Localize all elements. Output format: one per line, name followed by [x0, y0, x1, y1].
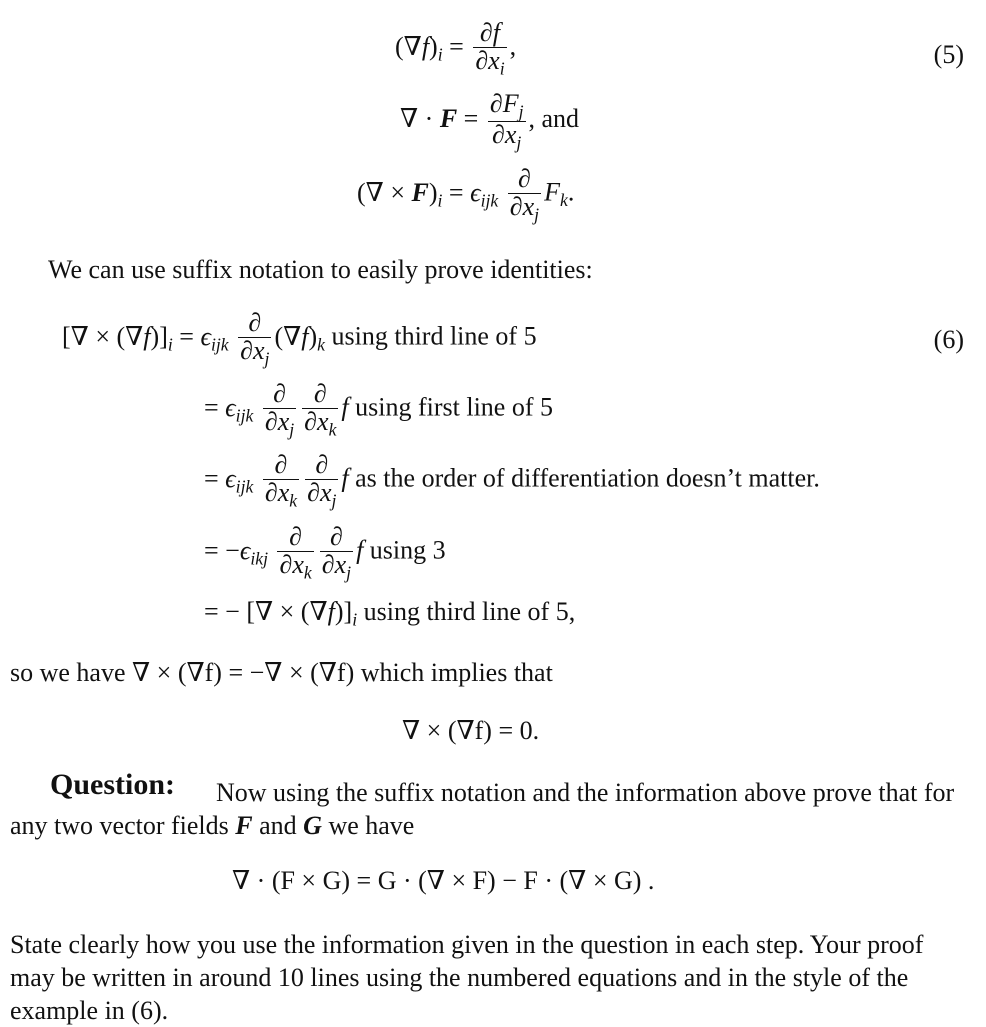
question-identity: ∇ · (F × G) = G · (∇ × F) − F · (∇ × G) . — [232, 866, 655, 895]
question-heading: Question: — [50, 768, 176, 801]
eq6-note3: as the order of differentiation doesn’t matter. — [355, 463, 820, 493]
eq5-line3: (∇ × $F)_i = \epsilon_{ijk}$ $\frac{\partial}{\partial x_j}$ $F_k$. — [357, 164, 575, 225]
eq6-note2: using first line of 5 — [355, 392, 554, 422]
conclusion-lead: so we have ∇ × (∇f) = −∇ × (∇f) which implies that — [10, 658, 553, 687]
eq6-note5: using third line of 5, — [363, 597, 576, 626]
eq6-note4: using 3 — [369, 535, 446, 565]
intro-text: We can use suffix notation to easily prove identities: — [48, 255, 593, 284]
eq6-line3: = $\epsilon_{ijk}$ $\frac{\partial}{\partial x_k}$ $\frac{\partial}{\partial x_j}$ f as the order of differentiation doesn’t matter. — [204, 450, 820, 511]
eq6-label: (6) — [933, 325, 964, 354]
question-text: Now using the suffix notation and the information above prove that for any two vector fields F and G we have — [10, 778, 955, 840]
eq5-line1: $(\nabla f)_i$ = $\frac{\partial f}{\partial x_i}$ , — [395, 18, 517, 79]
eq6-line2: = $\epsilon_{ijk}$ $\frac{\partial}{\partial x_j}$ $\frac{\partial}{\partial x_k}$ f using first line of 5 — [204, 379, 554, 440]
instructions-text: State clearly how you use the information given in the question in each step. Your proof may be written in around 10 lines using the numbered equations and in the style of the example in (6). — [10, 930, 924, 1025]
eq5-label: (5) — [933, 40, 964, 69]
eq6-line1: [∇ × $(\nabla f)]_i = \epsilon_{ijk}$ $\frac{\partial}{\partial x_j}$ $(\nabla f)_k$ using third line of 5 — [62, 308, 537, 369]
eq6-line4: = $-\epsilon_{ikj}$ $\frac{\partial}{\partial x_k}$ $\frac{\partial}{\partial x_j}$ f using 3 — [204, 522, 446, 583]
eq6-line5: = − [∇ × $(\nabla f)]_i$ using third line of 5, — [204, 597, 576, 630]
eq5-line2: ∇ · F = $\frac{\partial F_j}{\partial x_j}$ , and — [400, 89, 580, 153]
eq6-note1: using third line of 5 — [331, 321, 537, 351]
conclusion-result: ∇ × (∇f) = 0. — [402, 716, 540, 745]
